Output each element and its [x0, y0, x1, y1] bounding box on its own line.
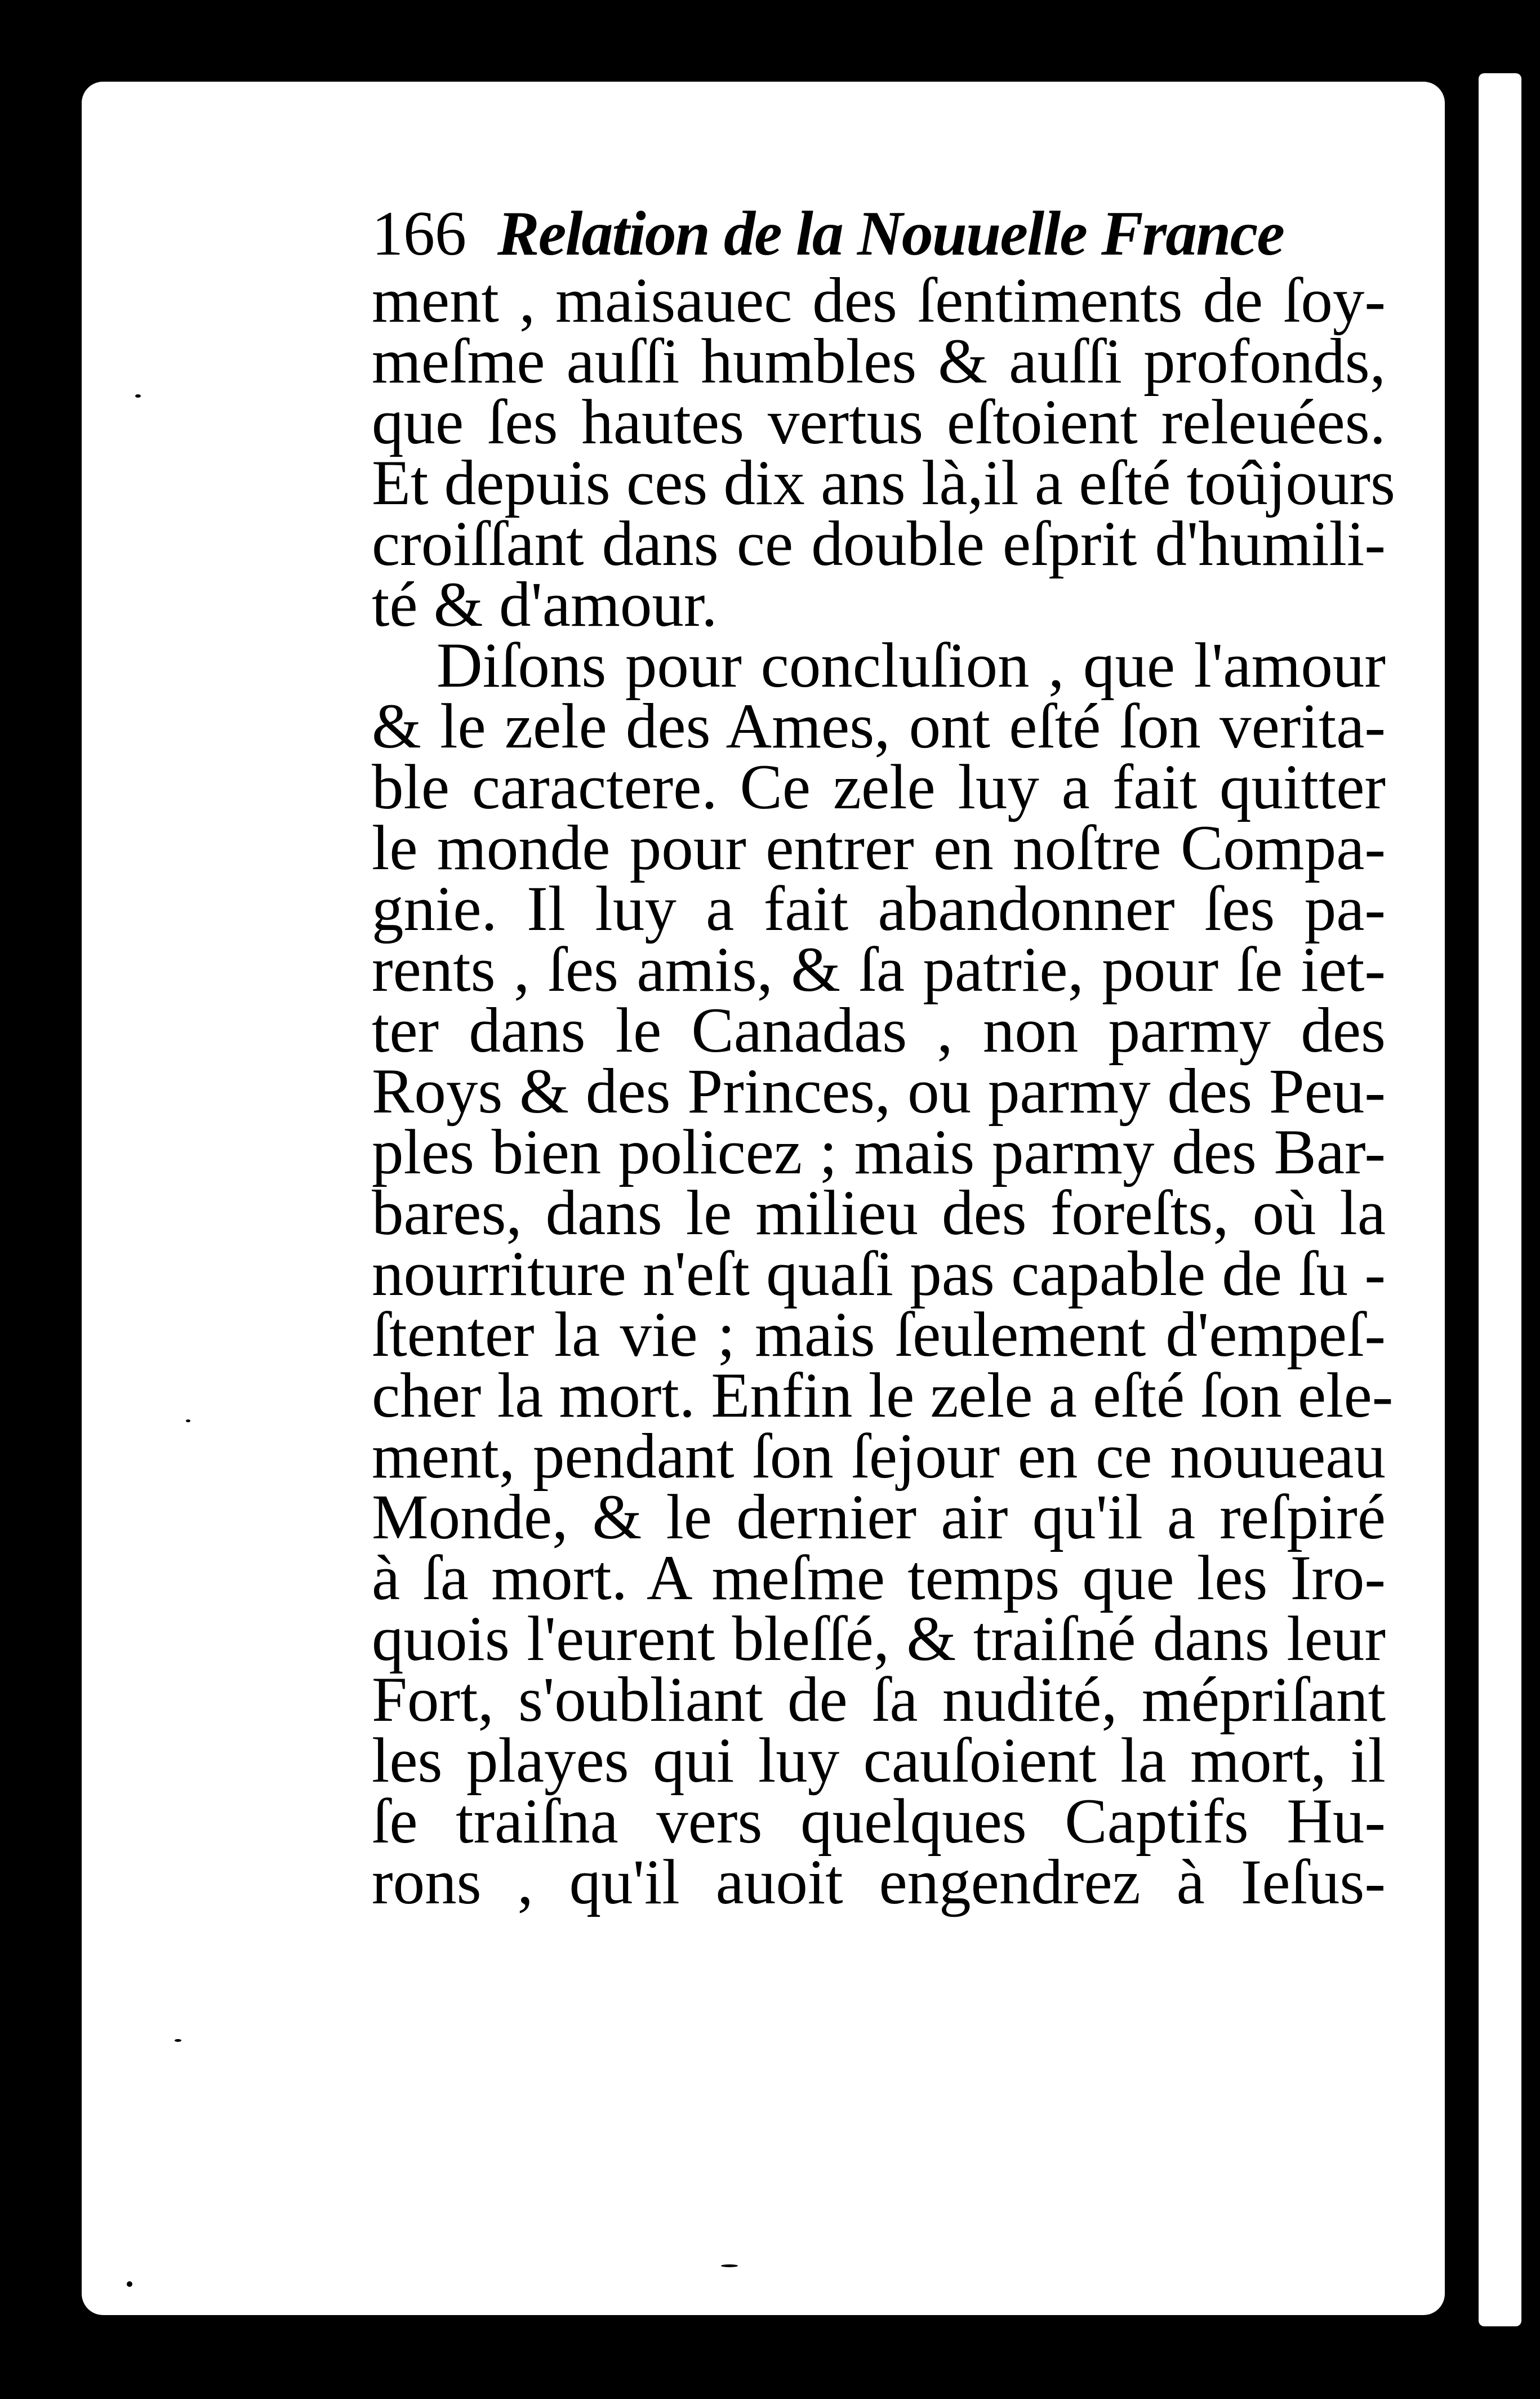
page-number: 166	[372, 199, 466, 269]
text-line: gnie. Il luy a fait abandonner ſes pa-	[372, 874, 1386, 944]
text-line: ples bien policez ; mais parmy des Bar-	[372, 1117, 1386, 1187]
page-header	[372, 194, 1284, 273]
running-title: Relation de la Nouuelle France	[497, 199, 1284, 269]
scan-speck	[135, 394, 141, 398]
text-line: ment, pendant ſon ſejour en ce nouueau	[372, 1421, 1386, 1492]
text-line: les playes qui luy cauſoient la mort, il	[372, 1725, 1386, 1796]
text-line: rons , qu'il auoit engendrez à Ieſus-	[372, 1847, 1386, 1917]
paragraph-1	[372, 265, 1395, 640]
text-line: nourriture n'eſt quaſi pas capable de ſu -	[372, 1239, 1386, 1309]
text-line: Et depuis ces dix ans là,il a eſté toûjours	[372, 448, 1395, 518]
text-line: Roys & des Princes, ou parmy des Peu-	[372, 1056, 1386, 1127]
facing-page-edge	[1479, 73, 1521, 2326]
text-line: cher la mort. Enfin le zele a eſté ſon ele-	[372, 1360, 1394, 1431]
text-line: à ſa mort. A meſme temps que les Iro-	[372, 1543, 1386, 1613]
text-line: ter dans le Canadas , non parmy des	[372, 995, 1386, 1066]
text-line: té & d'amour.	[372, 569, 718, 640]
scan-speck	[186, 1419, 190, 1422]
text-line: ment , maisauec des ſentiments de ſoy-	[372, 265, 1386, 336]
scan-speck	[721, 2264, 738, 2267]
text-line: ble caractere. Ce zele luy a fait quitter	[372, 752, 1386, 822]
text-line: & le zele des Ames, ont eſté ſon verita-	[372, 691, 1386, 762]
page-gutter-shadow	[1468, 68, 1478, 2326]
text-line: Diſons pour concluſion , que l'amour	[437, 630, 1386, 701]
text-line: meſme auſſi humbles & auſſi profonds,	[372, 326, 1386, 397]
text-line: ſtenter la vie ; mais ſeulement d'empeſ-	[372, 1299, 1386, 1370]
text-line: quois l'eurent bleſſé, & traiſné dans leur	[372, 1604, 1386, 1674]
scan-speck	[127, 2281, 132, 2287]
paragraph-2	[372, 630, 1394, 1917]
text-line: rents , ſes amis, & ſa patrie, pour ſe iet-	[372, 934, 1386, 1005]
text-line: Monde, & le dernier air qu'il a reſpiré	[372, 1482, 1386, 1552]
text-line: croiſſant dans ce double eſprit d'humili-	[372, 509, 1386, 579]
body-text	[372, 265, 1395, 1917]
text-line: bares, dans le milieu des foreſts, où la	[372, 1178, 1386, 1248]
scan-speck	[175, 2039, 181, 2042]
text-line: ſe traiſna vers quelques Captifs Hu-	[372, 1786, 1386, 1857]
text-line: que ſes hautes vertus eſtoient releuées.	[372, 387, 1386, 457]
text-line: Fort, s'oubliant de ſa nudité, mépriſant	[372, 1664, 1386, 1735]
text-line: le monde pour entrer en noſtre Compa-	[372, 813, 1386, 883]
